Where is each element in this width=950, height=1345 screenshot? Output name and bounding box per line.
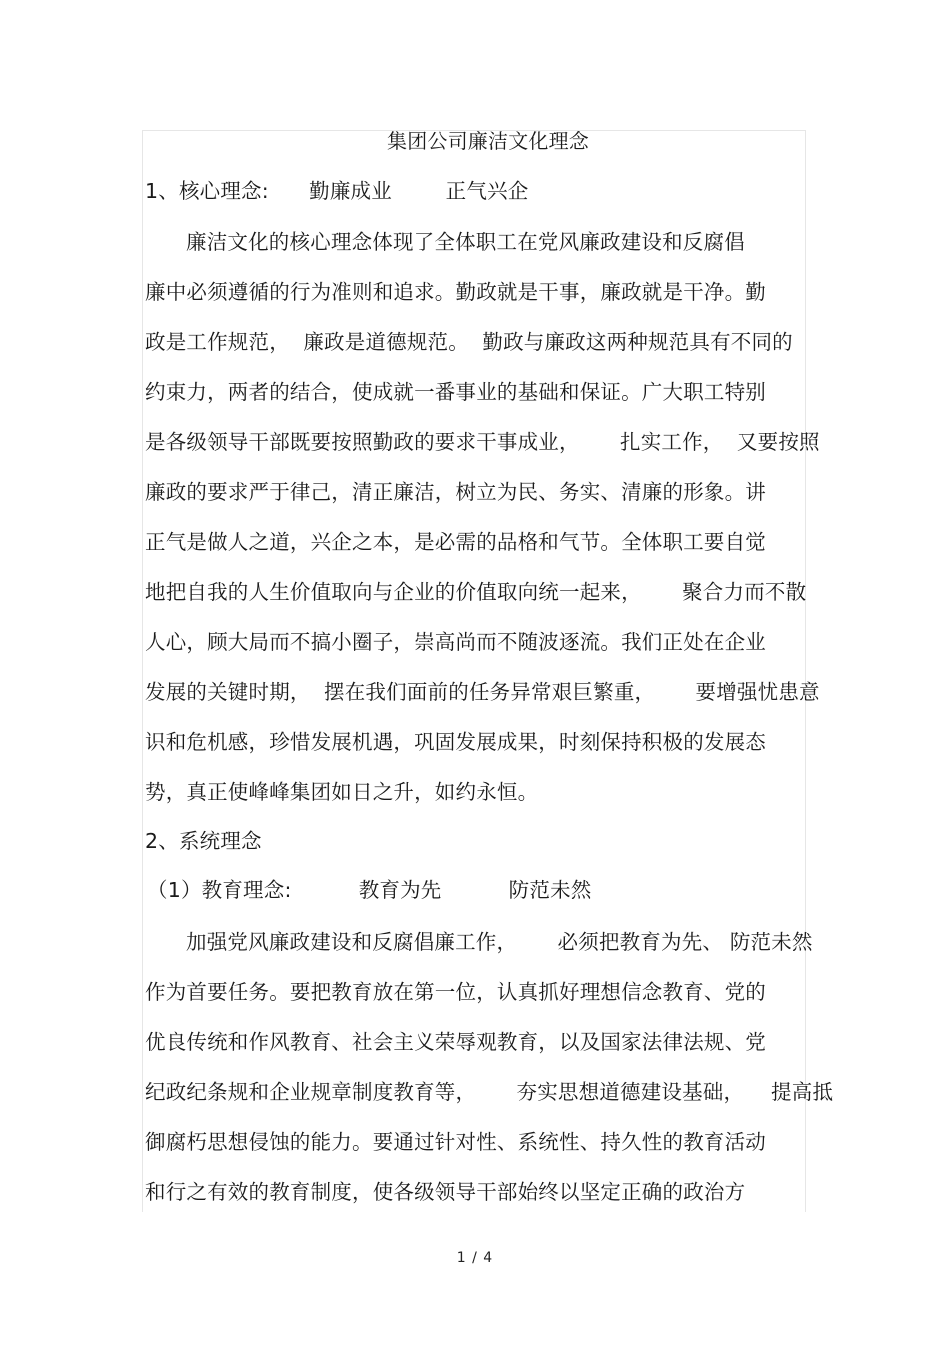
paragraph-line: 识和危机感，珍惜发展机遇，巩固发展成果，时刻保持积极的发展态 bbox=[145, 730, 766, 754]
paragraph-line: 是各级领导干部既要按照勤政的要求干事成业， 扎实工作， 又要按照 bbox=[145, 430, 820, 454]
document-title: 集团公司廉洁文化理念 bbox=[387, 129, 589, 153]
page-number: 1 / 4 bbox=[456, 1250, 494, 1266]
paragraph-line: 廉中必须遵循的行为准则和追求。勤政就是干事，廉政就是干净。勤 bbox=[145, 280, 766, 304]
paragraph-line: 廉洁文化的核心理念体现了全体职工在党风廉政建设和反腐倡 bbox=[186, 230, 745, 254]
paragraph-line: 约束力，两者的结合，使成就一番事业的基础和保证。广大职工特别 bbox=[145, 380, 766, 404]
section-heading-system: 2、系统理念 bbox=[145, 829, 262, 853]
paragraph-line: 人心，顾大局而不搞小圈子，崇高尚而不随波逐流。我们正处在企业 bbox=[145, 630, 766, 654]
paragraph-line: 廉政的要求严于律己，清正廉洁，树立为民、务实、清廉的形象。讲 bbox=[145, 480, 766, 504]
paragraph-line: 纪政纪条规和企业规章制度教育等， 夯实思想道德建设基础， 提高抵 bbox=[145, 1080, 834, 1104]
paragraph-line: 正气是做人之道，兴企之本，是必需的品格和气节。全体职工要自觉 bbox=[145, 530, 766, 554]
paragraph-line: 作为首要任务。要把教育放在第一位，认真抓好理想信念教育、党的 bbox=[145, 980, 766, 1004]
paragraph-line: 御腐朽思想侵蚀的能力。要通过针对性、系统性、持久性的教育活动 bbox=[145, 1130, 766, 1154]
paragraph-line: 优良传统和作风教育、社会主义荣辱观教育，以及国家法律法规、党 bbox=[145, 1030, 766, 1054]
paragraph-line: 发展的关键时期， 摆在我们面前的任务异常艰巨繁重， 要增强忧患意 bbox=[145, 680, 820, 704]
subsection-heading-education: （1）教育理念: 教育为先 防范未然 bbox=[147, 878, 592, 902]
paragraph-line: 地把自我的人生价值取向与企业的价值取向统一起来， 聚合力而不散 bbox=[145, 580, 807, 604]
paragraph-line: 和行之有效的教育制度，使各级领导干部始终以坚定正确的政治方 bbox=[145, 1180, 746, 1204]
section-heading-core: 1、核心理念: 勤廉成业 正气兴企 bbox=[145, 179, 529, 203]
paragraph-line: 政是工作规范， 廉政是道德规范。 勤政与廉政这两种规范具有不同的 bbox=[145, 330, 793, 354]
paragraph-line: 势，真正使峰峰集团如日之升，如约永恒。 bbox=[145, 780, 539, 804]
paragraph-line: 加强党风廉政建设和反腐倡廉工作， 必须把教育为先、 防范未然 bbox=[186, 930, 813, 954]
